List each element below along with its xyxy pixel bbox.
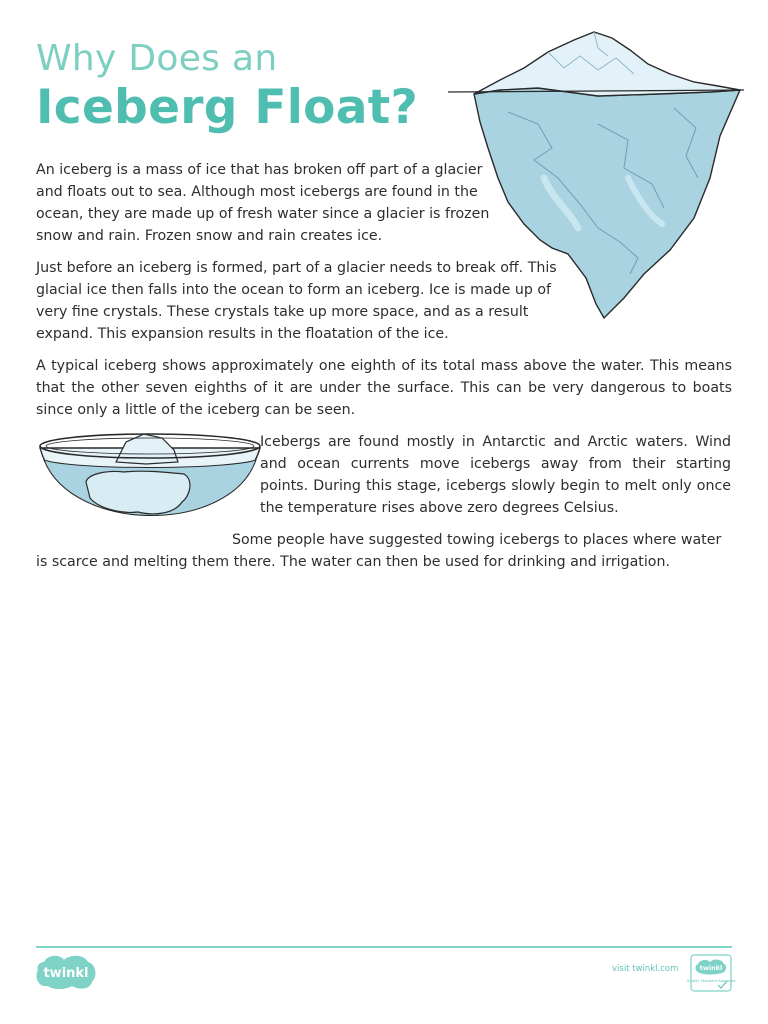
page-title-line2: Iceberg Float? — [36, 80, 419, 135]
badge-logo-text: twinkl — [699, 964, 723, 972]
paragraph-1: An iceberg is a mass of ice that has broken off part of a glacier and floats out to sea. Although most icebergs are found in the ocean, they are made up of fresh water since a glacier is frozen snow and rain. Frozen snow and rain creates ice. — [36, 162, 490, 244]
badge-caption: Quality Standard Approved — [686, 979, 736, 983]
bowl-of-water-with-ice-illustration — [34, 430, 264, 540]
paragraph-5: Some people have suggested towing icebergs to places where water is scarce and melting them there. The water can then be used for drinking and irrigation. — [36, 532, 722, 570]
visit-website-link[interactable]: visit twinkl.com — [612, 964, 679, 974]
paragraph-2: Just before an iceberg is formed, part of a glacier needs to break off. This glacial ice then falls into the ocean to form an iceberg. Ice is made up of very fine crystals. These crystals take up more space, and as a result expand. This expansion results in the floatation of the ice. — [36, 260, 557, 342]
page-title-line1: Why Does an — [36, 38, 278, 79]
paragraph-3: A typical iceberg shows approximately one eighth of its total mass above the water. This means that the other seven eighths of it are under the surface. This can be very dangerous to boats since only a little of the iceberg can be seen. — [36, 358, 732, 418]
logo-text: twinkl — [43, 966, 89, 981]
quality-badge — [686, 954, 736, 992]
paragraph-4: Icebergs are found mostly in Antarctic and Arctic waters. Wind and ocean currents move icebergs away from their starting points. During this stage, icebergs slowly begin to melt only once the temperature rises above zero degrees Celsius. — [260, 434, 731, 516]
twinkl-logo[interactable] — [34, 954, 98, 990]
footer-divider — [36, 946, 732, 948]
